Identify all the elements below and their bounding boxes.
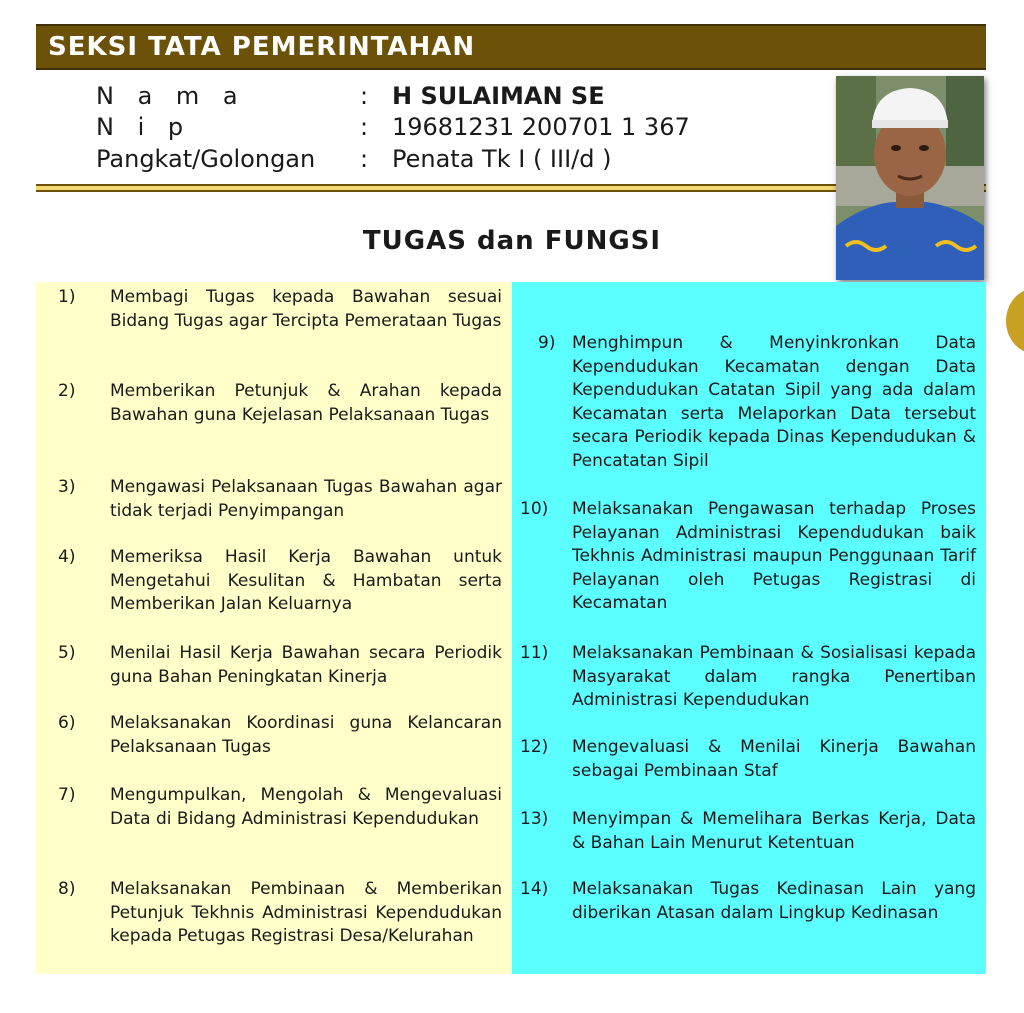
nip-colon: :: [360, 113, 369, 141]
rank-colon: :: [360, 145, 369, 173]
item-number: 7): [58, 785, 76, 805]
item-number: 9): [538, 333, 556, 353]
item-text: Melaksanakan Koordinasi guna Kelancaran Pelaksanaan Tugas: [110, 713, 502, 757]
item-number: 6): [58, 713, 76, 733]
item-number: 14): [520, 879, 549, 899]
item-text: Mengevaluasi & Menilai Kinerja Bawahan sebagai Pembinaan Staf: [572, 737, 976, 781]
item-number: 2): [58, 381, 76, 401]
duties-left-column: [36, 282, 512, 974]
item-text: Membagi Tugas kepada Bawahan sesuai Bidang Tugas agar Tercipta Pemerataan Tugas: [110, 287, 502, 331]
item-text: Menilai Hasil Kerja Bawahan secara Periodik guna Bahan Peningkatan Kinerja: [110, 643, 502, 687]
item-text: Menghimpun & Menyinkronkan Data Kependudukan Kecamatan dengan Data Kependudukan Catatan Sipil yang ada dalam Kecamatan serta Melaporkan Data tersebut secara Periodik kepada Dinas Kependudukan & Pencatatan Sipil: [572, 333, 976, 471]
page-edge-badge: [1006, 288, 1024, 354]
duties-right-column: [512, 282, 986, 974]
item-number: 3): [58, 477, 76, 497]
item-text: Mengawasi Pelaksanaan Tugas Bawahan agar tidak terjadi Penyimpangan: [110, 477, 502, 521]
item-text: Memberikan Petunjuk & Arahan kepada Bawahan guna Kejelasan Pelaksanaan Tugas: [110, 381, 502, 425]
rank-value: Penata Tk I ( III/d ): [392, 145, 612, 173]
item-number: 4): [58, 547, 76, 567]
section-title-text: TUGAS dan FUNGSI: [362, 226, 662, 256]
name-label: N a m a: [96, 82, 246, 110]
item-text: Mengumpulkan, Mengolah & Mengevaluasi Data di Bidang Administrasi Kependudukan: [110, 785, 502, 829]
item-number: 1): [58, 287, 76, 307]
name-colon: :: [360, 82, 369, 110]
item-number: 13): [520, 809, 549, 829]
rank-label: Pangkat/Golongan: [96, 145, 316, 173]
section-title: [0, 226, 1024, 256]
item-text: Melaksanakan Tugas Kedinasan Lain yang diberikan Atasan dalam Lingkup Kedinasan: [572, 879, 976, 923]
header-title: SEKSI TATA PEMERINTAHAN: [48, 32, 476, 62]
item-text: Memeriksa Hasil Kerja Bawahan untuk Mengetahui Kesulitan & Hambatan serta Memberikan Jalan Keluarnya: [110, 547, 502, 614]
item-number: 5): [58, 643, 76, 663]
item-number: 8): [58, 879, 76, 899]
item-number: 11): [520, 643, 549, 663]
item-number: 10): [520, 499, 549, 519]
item-text: Melaksanakan Pembinaan & Sosialisasi kepada Masyarakat dalam rangka Penertiban Administrasi Kependudukan: [572, 643, 976, 710]
nip-value: 19681231 200701 1 367: [392, 113, 690, 141]
header-bar: [36, 24, 986, 70]
name-value: H SULAIMAN SE: [392, 82, 605, 110]
item-text: Melaksanakan Pembinaan & Memberikan Petunjuk Tekhnis Administrasi Kependudukan kepada Petugas Registrasi Desa/Kelurahan: [110, 879, 502, 946]
item-number: 12): [520, 737, 549, 757]
item-text: Melaksanakan Pengawasan terhadap Proses Pelayanan Administrasi Kependudukan baik Tekhnis Administrasi maupun Penggunaan Tarif Pelayanan oleh Petugas Registrasi di Kecamatan: [572, 499, 976, 613]
item-text: Menyimpan & Memelihara Berkas Kerja, Data & Bahan Lain Menurut Ketentuan: [572, 809, 976, 853]
nip-label: N i p: [96, 113, 192, 141]
